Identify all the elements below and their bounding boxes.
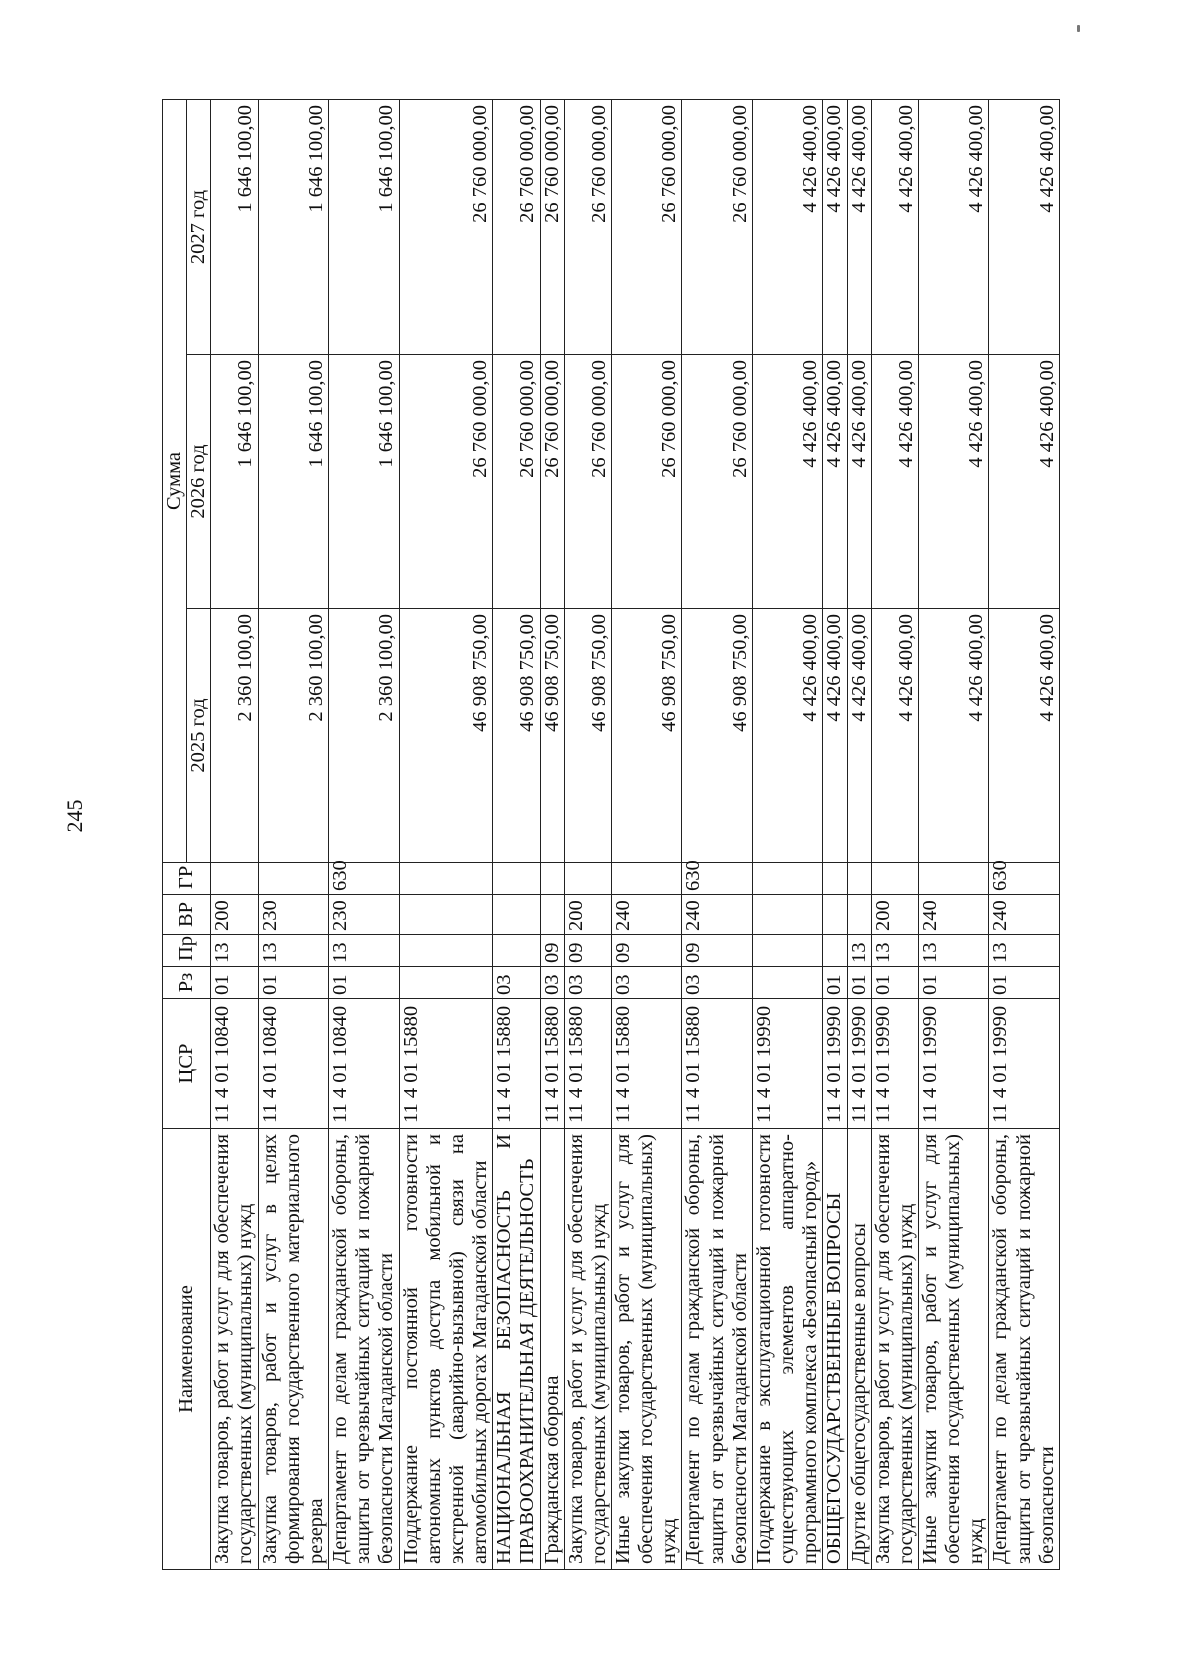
row-pr: 09	[682, 935, 752, 967]
row-sum-2026: 26 760 000,00	[564, 355, 611, 609]
table-row	[823, 100, 847, 1570]
row-name: Закупка товаров, работ и услуг для обеспечения государственных (муниципальных) нужд	[564, 1129, 611, 1570]
row-gr	[258, 863, 328, 895]
row-pr: 13	[847, 935, 871, 967]
row-pr	[752, 935, 822, 967]
row-csr: 11 4 01 15880	[399, 999, 493, 1129]
row-vr: 230	[258, 895, 328, 935]
row-pr: 13	[989, 935, 1059, 967]
row-vr: 240	[682, 895, 752, 935]
row-sum-2026: 26 760 000,00	[611, 355, 681, 609]
row-vr: 240	[919, 895, 989, 935]
row-sum-2025: 4 426 400,00	[919, 609, 989, 863]
row-csr: 11 4 01 15880	[564, 999, 611, 1129]
row-sum-2025: 46 908 750,00	[611, 609, 681, 863]
row-gr	[611, 863, 681, 895]
rotated-table-container	[162, 100, 1162, 1570]
table-row	[752, 100, 822, 1570]
row-pr: 13	[871, 935, 918, 967]
row-pr: 13	[211, 935, 258, 967]
row-vr: 200	[564, 895, 611, 935]
row-name: Департамент по делам гражданской обороны, защиты от чрезвычайных ситуаций и пожарной безопасности Магаданской области	[682, 1129, 752, 1570]
budget-table	[162, 99, 1060, 1570]
row-name: ОБЩЕГОСУДАРСТВЕННЫЕ ВОПРОСЫ	[823, 1129, 847, 1570]
row-name: Поддержание в эксплуатационной готовности существующих элементов аппаратно-программного комплекса «Безопасный город»	[752, 1129, 822, 1570]
row-csr: 11 4 01 19990	[752, 999, 822, 1129]
row-sum-2026: 26 760 000,00	[540, 355, 564, 609]
row-gr: 630	[989, 863, 1059, 895]
row-rz: 03	[540, 967, 564, 999]
row-sum-2027: 26 760 000,00	[399, 100, 493, 355]
row-sum-2026: 1 646 100,00	[211, 355, 258, 609]
row-sum-2027: 26 760 000,00	[611, 100, 681, 355]
row-csr: 11 4 01 15880	[611, 999, 681, 1129]
row-name: Гражданская оборона	[540, 1129, 564, 1570]
row-csr: 11 4 01 15880	[540, 999, 564, 1129]
row-sum-2027: 4 426 400,00	[871, 100, 918, 355]
row-name: Департамент по делам гражданской обороны, защиты от чрезвычайных ситуаций и пожарной безопасности	[989, 1129, 1059, 1570]
row-rz: 01	[258, 967, 328, 999]
row-gr	[919, 863, 989, 895]
row-sum-2027: 26 760 000,00	[540, 100, 564, 355]
table-row	[211, 100, 258, 1570]
row-sum-2025: 2 360 100,00	[329, 609, 399, 863]
row-pr: 09	[564, 935, 611, 967]
row-gr	[540, 863, 564, 895]
row-sum-2027: 4 426 400,00	[823, 100, 847, 355]
header-2027: 2027 год	[187, 100, 211, 355]
row-gr	[847, 863, 871, 895]
row-rz: 03	[493, 967, 540, 999]
row-name: Закупка товаров, работ и услуг для обеспечения государственных (муниципальных) нужд	[211, 1129, 258, 1570]
row-sum-2025: 4 426 400,00	[847, 609, 871, 863]
table-row	[989, 100, 1059, 1570]
scan-dust-mark	[1077, 25, 1080, 32]
row-vr: 200	[211, 895, 258, 935]
row-sum-2026: 26 760 000,00	[682, 355, 752, 609]
table-row	[611, 100, 681, 1570]
row-gr	[211, 863, 258, 895]
table-row	[564, 100, 611, 1570]
row-name: Департамент по делам гражданской обороны, защиты от чрезвычайных ситуаций и пожарной безопасности Магаданской области	[329, 1129, 399, 1570]
table-row	[399, 100, 493, 1570]
row-sum-2027: 26 760 000,00	[493, 100, 540, 355]
row-sum-2027: 4 426 400,00	[752, 100, 822, 355]
row-vr	[823, 895, 847, 935]
row-vr: 230	[329, 895, 399, 935]
row-pr: 13	[258, 935, 328, 967]
row-pr: 09	[540, 935, 564, 967]
row-sum-2027: 1 646 100,00	[329, 100, 399, 355]
row-vr	[399, 895, 493, 935]
row-csr: 11 4 01 19990	[871, 999, 918, 1129]
page-number: 245	[62, 799, 87, 833]
header-sum: Сумма	[163, 100, 187, 863]
row-sum-2025: 46 908 750,00	[540, 609, 564, 863]
row-name: Закупка товаров, работ и услуг для обеспечения государственных (муниципальных) нужд	[871, 1129, 918, 1570]
row-vr: 240	[611, 895, 681, 935]
row-gr	[399, 863, 493, 895]
row-rz: 01	[919, 967, 989, 999]
header-name: Наименование	[163, 1129, 211, 1570]
row-sum-2026: 4 426 400,00	[823, 355, 847, 609]
table-row	[682, 100, 752, 1570]
row-vr	[847, 895, 871, 935]
row-vr	[540, 895, 564, 935]
row-sum-2027: 4 426 400,00	[847, 100, 871, 355]
row-gr	[493, 863, 540, 895]
row-sum-2027: 1 646 100,00	[258, 100, 328, 355]
row-rz: 01	[847, 967, 871, 999]
row-rz: 01	[823, 967, 847, 999]
row-name: Поддержание постоянной готовности автономных пунктов доступа мобильной и экстренной (аварийно-вызывной) связи на автомобильных дорогах Магаданской области	[399, 1129, 493, 1570]
row-gr: 630	[329, 863, 399, 895]
row-rz: 03	[564, 967, 611, 999]
row-rz: 01	[871, 967, 918, 999]
row-pr	[823, 935, 847, 967]
row-rz: 03	[682, 967, 752, 999]
row-sum-2025: 4 426 400,00	[989, 609, 1059, 863]
row-pr: 13	[919, 935, 989, 967]
row-rz	[399, 967, 493, 999]
row-rz: 01	[211, 967, 258, 999]
row-csr: 11 4 01 15880	[493, 999, 540, 1129]
table-row	[919, 100, 989, 1570]
row-csr: 11 4 01 19990	[989, 999, 1059, 1129]
row-pr	[399, 935, 493, 967]
row-sum-2026: 4 426 400,00	[919, 355, 989, 609]
row-sum-2025: 4 426 400,00	[752, 609, 822, 863]
row-sum-2025: 46 908 750,00	[564, 609, 611, 863]
row-name: Закупка товаров, работ и услуг в целях формирования государственного материального резерва	[258, 1129, 328, 1570]
header-2025: 2025 год	[187, 609, 211, 863]
row-pr: 13	[329, 935, 399, 967]
row-sum-2027: 26 760 000,00	[564, 100, 611, 355]
row-sum-2025: 46 908 750,00	[493, 609, 540, 863]
row-sum-2026: 1 646 100,00	[258, 355, 328, 609]
row-csr: 11 4 01 10840	[258, 999, 328, 1129]
row-name: Другие общегосударственные вопросы	[847, 1129, 871, 1570]
row-sum-2026: 4 426 400,00	[752, 355, 822, 609]
row-csr: 11 4 01 10840	[329, 999, 399, 1129]
row-gr	[564, 863, 611, 895]
row-gr	[752, 863, 822, 895]
table-row	[847, 100, 871, 1570]
row-csr: 11 4 01 15880	[682, 999, 752, 1129]
row-sum-2025: 2 360 100,00	[258, 609, 328, 863]
row-csr: 11 4 01 10840	[211, 999, 258, 1129]
row-name: Иные закупки товаров, работ и услуг для обеспечения государственных (муниципальных) нужд	[919, 1129, 989, 1570]
row-sum-2026: 4 426 400,00	[847, 355, 871, 609]
row-name: Иные закупки товаров, работ и услуг для обеспечения государственных (муниципальных) нужд	[611, 1129, 681, 1570]
row-rz: 01	[329, 967, 399, 999]
row-sum-2025: 4 426 400,00	[823, 609, 847, 863]
row-rz: 01	[989, 967, 1059, 999]
header-csr: ЦСР	[163, 999, 211, 1129]
table-row	[493, 100, 540, 1570]
row-gr	[823, 863, 847, 895]
row-sum-2025: 4 426 400,00	[871, 609, 918, 863]
row-pr: 09	[611, 935, 681, 967]
row-rz	[752, 967, 822, 999]
header-vr: ВР	[163, 895, 211, 935]
row-sum-2027: 1 646 100,00	[211, 100, 258, 355]
table-row	[329, 100, 399, 1570]
row-sum-2027: 4 426 400,00	[919, 100, 989, 355]
row-sum-2025: 46 908 750,00	[682, 609, 752, 863]
row-gr: 630	[682, 863, 752, 895]
row-csr: 11 4 01 19990	[823, 999, 847, 1129]
row-sum-2025: 46 908 750,00	[399, 609, 493, 863]
row-csr: 11 4 01 19990	[919, 999, 989, 1129]
table-row	[540, 100, 564, 1570]
row-pr	[493, 935, 540, 967]
row-sum-2026: 4 426 400,00	[871, 355, 918, 609]
row-sum-2027: 4 426 400,00	[989, 100, 1059, 355]
row-sum-2026: 26 760 000,00	[493, 355, 540, 609]
row-sum-2025: 2 360 100,00	[211, 609, 258, 863]
header-pr: Пр	[163, 935, 211, 967]
row-vr: 200	[871, 895, 918, 935]
row-name: НАЦИОНАЛЬНАЯ БЕЗОПАСНОСТЬ И ПРАВООХРАНИТЕЛЬНАЯ ДЕЯТЕЛЬНОСТЬ	[493, 1129, 540, 1570]
row-sum-2026: 1 646 100,00	[329, 355, 399, 609]
table-row	[258, 100, 328, 1570]
row-rz: 03	[611, 967, 681, 999]
header-rz: Рз	[163, 967, 211, 999]
header-2026: 2026 год	[187, 355, 211, 609]
row-gr	[871, 863, 918, 895]
row-sum-2027: 26 760 000,00	[682, 100, 752, 355]
row-sum-2026: 4 426 400,00	[989, 355, 1059, 609]
row-vr	[752, 895, 822, 935]
row-sum-2026: 26 760 000,00	[399, 355, 493, 609]
row-vr: 240	[989, 895, 1059, 935]
header-gr: ГР	[163, 863, 211, 895]
row-csr: 11 4 01 19990	[847, 999, 871, 1129]
row-vr	[493, 895, 540, 935]
table-row	[871, 100, 918, 1570]
table-body	[211, 100, 1060, 1570]
table-header	[163, 100, 211, 1570]
